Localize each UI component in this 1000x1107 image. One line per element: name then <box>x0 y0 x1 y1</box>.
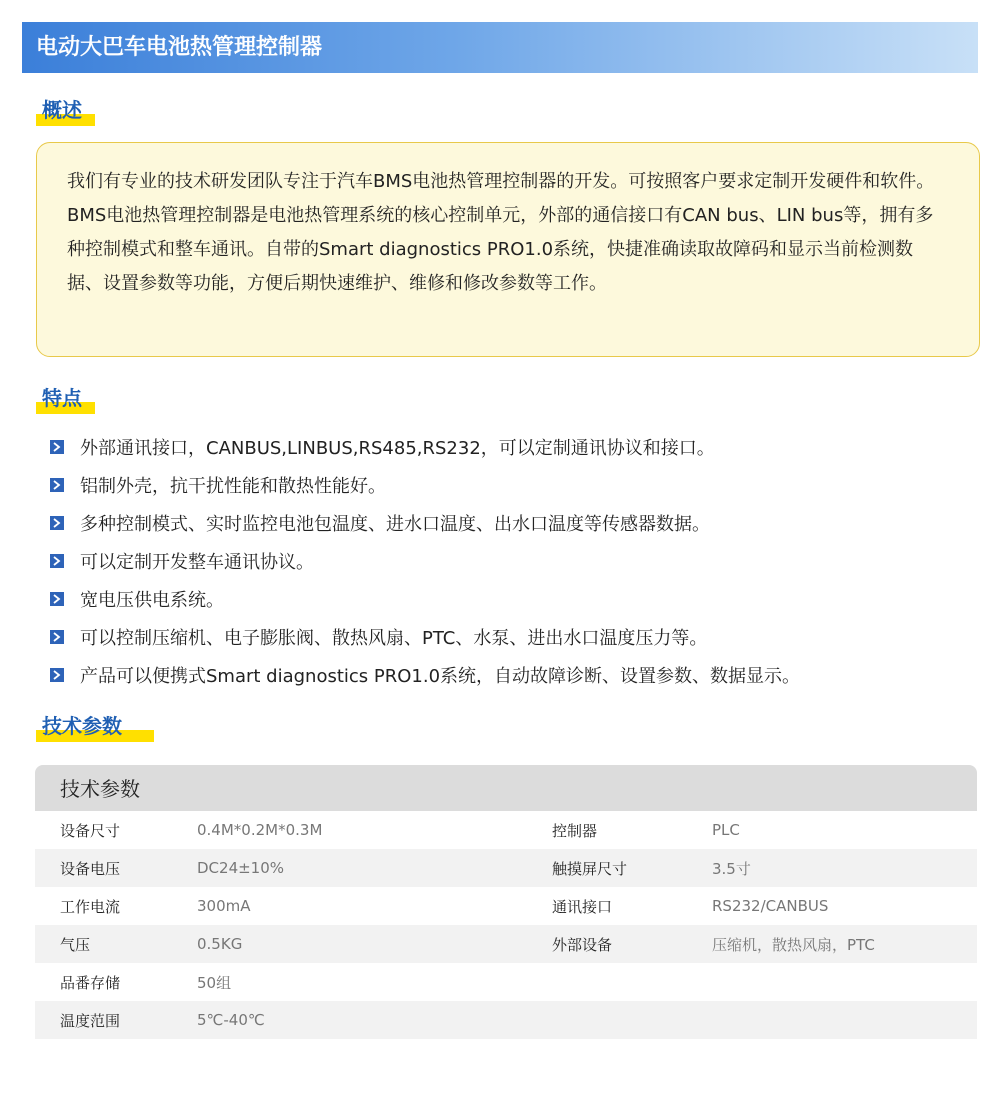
feature-text: 外部通讯接口，CANBUS,LINBUS,RS485,RS232，可以定制通讯协议和接口。 <box>80 438 715 459</box>
spec-key: 设备电压 <box>60 859 121 878</box>
feature-item <box>50 428 980 466</box>
feature-text: 产品可以便携式Smart diagnostics PRO1.0系统，自动故障诊断、设置参数、数据显示。 <box>80 666 801 687</box>
feature-text: 宽电压供电系统。 <box>80 590 224 611</box>
feature-item <box>50 542 980 580</box>
overview-heading <box>36 96 95 126</box>
spec-value: 5℃-40℃ <box>197 1011 265 1029</box>
spec-value: 0.5KG <box>197 935 243 953</box>
spec-value: 0.4M*0.2M*0.3M <box>197 821 323 839</box>
spec-key: 工作电流 <box>60 897 121 916</box>
feature-item <box>50 504 980 542</box>
overview-heading-text: 概述 <box>42 98 82 122</box>
spec-key: 设备尺寸 <box>60 821 121 840</box>
spec-key: 通讯接口 <box>552 897 613 916</box>
table-row <box>35 849 977 887</box>
feature-item <box>50 466 980 504</box>
spec-value: 50组 <box>197 973 232 992</box>
table-row <box>35 887 977 925</box>
spec-key: 品番存储 <box>60 973 121 992</box>
spec-key: 气压 <box>60 935 91 954</box>
spec-value: DC24±10% <box>197 859 285 877</box>
feature-item <box>50 618 980 656</box>
page-title: 电动大巴车电池热管理控制器 <box>36 35 323 60</box>
overview-box <box>36 142 980 357</box>
features-list <box>50 428 980 694</box>
spec-value: 3.5寸 <box>712 859 751 878</box>
chevron-right-icon <box>50 478 64 492</box>
chevron-right-icon <box>50 554 64 568</box>
features-heading-text: 特点 <box>42 386 82 410</box>
table-row <box>35 963 977 1001</box>
overview-text: 我们有专业的技术研发团队专注于汽车BMS电池热管理控制器的开发。可按照客户要求定制开发硬件和软件。BMS电池热管理控制器是电池热管理系统的核心控制单元，外部的通信接口有CAN bus、LIN bus等，拥有多种控制模式和整车通讯。自带的Smart diagnostics PRO1.0系统，快捷准确读取故障码和显示当前检测数据、设置参数等功能，方便后期快速维护、维修和修改参数等工作。 <box>67 171 935 294</box>
spec-table <box>35 765 977 1039</box>
spec-key: 外部设备 <box>552 935 613 954</box>
page-title-bar <box>22 22 978 73</box>
spec-value: PLC <box>712 821 740 839</box>
feature-text: 多种控制模式、实时监控电池包温度、进水口温度、出水口温度等传感器数据。 <box>80 514 710 535</box>
specs-heading-text: 技术参数 <box>42 714 122 738</box>
chevron-right-icon <box>50 516 64 530</box>
table-row <box>35 925 977 963</box>
spec-value: 压缩机，散热风扇，PTC <box>712 935 875 954</box>
feature-text: 可以定制开发整车通讯协议。 <box>80 552 314 573</box>
features-heading <box>36 384 95 414</box>
chevron-right-icon <box>50 668 64 682</box>
spec-value: 300mA <box>197 897 251 915</box>
spec-value: RS232/CANBUS <box>712 897 829 915</box>
chevron-right-icon <box>50 630 64 644</box>
specs-heading <box>36 712 154 742</box>
chevron-right-icon <box>50 440 64 454</box>
table-row <box>35 1001 977 1039</box>
feature-text: 可以控制压缩机、电子膨胀阀、散热风扇、PTC、水泵、进出水口温度压力等。 <box>80 628 708 649</box>
feature-text: 铝制外壳，抗干扰性能和散热性能好。 <box>80 476 386 497</box>
spec-key: 控制器 <box>552 821 598 840</box>
table-row <box>35 811 977 849</box>
feature-item <box>50 656 980 694</box>
chevron-right-icon <box>50 592 64 606</box>
spec-key: 温度范围 <box>60 1011 121 1030</box>
feature-item <box>50 580 980 618</box>
spec-table-header: 技术参数 <box>35 765 977 811</box>
spec-key: 触摸屏尺寸 <box>552 859 628 878</box>
